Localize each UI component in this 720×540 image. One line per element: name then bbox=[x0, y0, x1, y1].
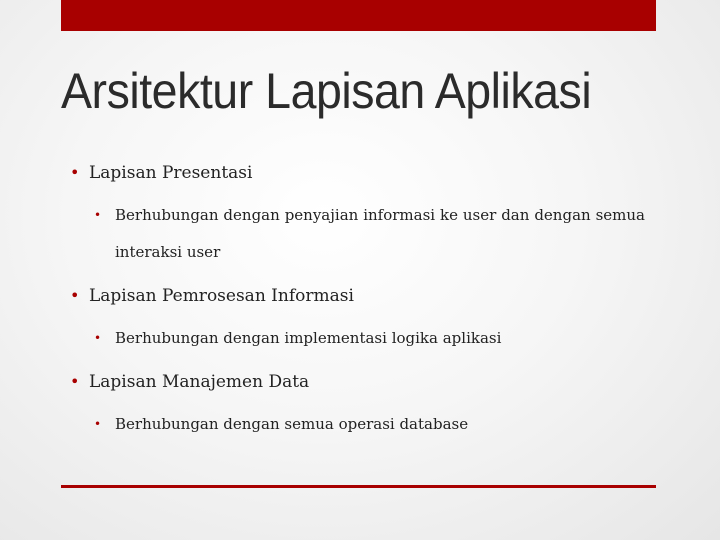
top-accent-bar bbox=[61, 0, 656, 31]
bullet-item-manajemen-data: Lapisan Manajemen Data bbox=[89, 372, 310, 392]
bullet-marker: • bbox=[70, 286, 80, 305]
bullet-item-pemrosesan: Lapisan Pemrosesan Informasi bbox=[89, 286, 354, 306]
bullet-marker: • bbox=[70, 372, 80, 391]
sub-bullet-presentasi-line2: interaksi user bbox=[115, 243, 221, 261]
sub-bullet-marker: • bbox=[94, 208, 102, 222]
sub-bullet-marker: • bbox=[94, 331, 102, 345]
sub-bullet-pemrosesan: Berhubungan dengan implementasi logika aplikasi bbox=[115, 329, 502, 347]
bullet-item-presentasi: Lapisan Presentasi bbox=[89, 163, 253, 183]
bullet-marker: • bbox=[70, 163, 80, 182]
sub-bullet-manajemen-data: Berhubungan dengan semua operasi database bbox=[115, 415, 469, 433]
slide-title: Arsitektur Lapisan Aplikasi bbox=[61, 63, 592, 119]
sub-bullet-presentasi-line1: Berhubungan dengan penyajian informasi ke user dan dengan semua bbox=[115, 206, 645, 224]
sub-bullet-marker: • bbox=[94, 417, 102, 431]
bottom-accent-line bbox=[61, 485, 656, 488]
